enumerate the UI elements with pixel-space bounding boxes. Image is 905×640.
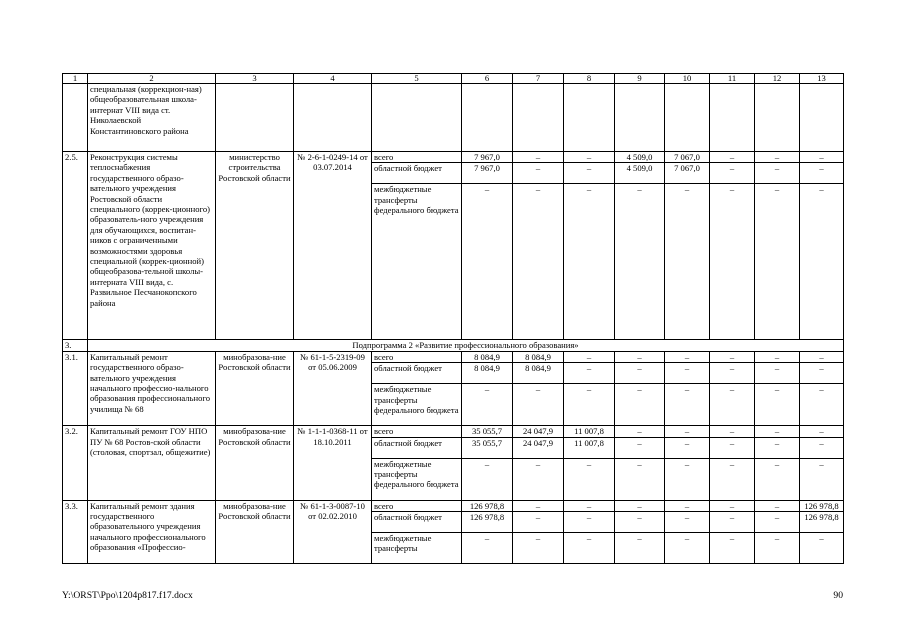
value-cell: –: [462, 384, 513, 426]
value-cell: 11 007,8: [564, 426, 615, 437]
value-cell: –: [564, 533, 615, 564]
value-cell: –: [665, 384, 710, 426]
value-cell: –: [800, 437, 844, 458]
value-cell: –: [710, 458, 755, 500]
value-cell: 4 509,0: [615, 163, 665, 184]
item-document: № 61-1-5-2319-09 от 05.06.2009: [294, 351, 372, 425]
value-cell: –: [564, 384, 615, 426]
value-cell: –: [710, 384, 755, 426]
value-cell: –: [710, 184, 755, 340]
value-cell: –: [564, 351, 615, 362]
value-cell: –: [615, 500, 665, 511]
value-cell: –: [513, 184, 564, 340]
value-cell: –: [710, 163, 755, 184]
funding-source: областной бюджет: [372, 512, 462, 533]
value-cell: –: [513, 512, 564, 533]
value-cell: –: [564, 152, 615, 163]
value-cell: –: [665, 363, 710, 384]
value-cell: –: [615, 512, 665, 533]
value-cell: –: [710, 437, 755, 458]
value-cell: –: [462, 458, 513, 500]
item-number: 3.1.: [63, 351, 88, 425]
section-number: 3.: [63, 340, 88, 351]
value-cell: 8 084,9: [513, 363, 564, 384]
value-cell: –: [800, 152, 844, 163]
cell-name: специальная (коррекцион-ная) общеобразовательная школа-интернат VIII вида ст. Николаевской Константиновского района: [88, 84, 216, 152]
item-organization: министерство строительства Ростовской области: [216, 152, 294, 340]
value-cell: –: [755, 184, 800, 340]
value-cell: –: [665, 500, 710, 511]
value-cell: –: [665, 533, 710, 564]
value-cell: –: [513, 152, 564, 163]
value-cell: –: [755, 363, 800, 384]
cell-doc: [294, 84, 372, 152]
value-cell: –: [800, 363, 844, 384]
value-cell: 7 067,0: [665, 163, 710, 184]
value-cell: –: [665, 458, 710, 500]
item-number: 3.3.: [63, 500, 88, 563]
value-cell: –: [564, 458, 615, 500]
funding-source: всего: [372, 152, 462, 163]
col-header: 9: [615, 74, 665, 84]
value-cell: –: [615, 458, 665, 500]
value-cell: –: [615, 184, 665, 340]
value-cell: 7 067,0: [665, 152, 710, 163]
value-cell: –: [615, 351, 665, 362]
cell-org: [216, 84, 294, 152]
value-cell: –: [755, 437, 800, 458]
value-cell: –: [513, 458, 564, 500]
funding-source: областной бюджет: [372, 437, 462, 458]
funding-source: всего: [372, 351, 462, 362]
value-cell: 35 055,7: [462, 437, 513, 458]
cell-source: [372, 84, 462, 152]
value-cell: –: [800, 458, 844, 500]
value-cell: –: [513, 163, 564, 184]
value-cell: –: [800, 351, 844, 362]
value-cell: –: [800, 184, 844, 340]
value-cell: –: [513, 384, 564, 426]
value-cell: –: [615, 384, 665, 426]
funding-source: всего: [372, 500, 462, 511]
table-row: [63, 426, 844, 437]
value-cell: –: [564, 184, 615, 340]
funding-source: межбюджетные трансферты: [372, 533, 462, 564]
value-cell: –: [755, 500, 800, 511]
section-row: [63, 340, 844, 351]
funding-source: областной бюджет: [372, 363, 462, 384]
item-organization: минобразова-ние Ростовской области: [216, 351, 294, 425]
value-cell: 126 978,8: [462, 500, 513, 511]
value-cell: 7 967,0: [462, 163, 513, 184]
col-header: 11: [710, 74, 755, 84]
item-document: № 1-1-1-0368-11 от 18.10.2011: [294, 426, 372, 500]
value-cell: –: [755, 351, 800, 362]
col-header: 2: [88, 74, 216, 84]
value-cell: –: [800, 533, 844, 564]
item-document: № 2-6-1-0249-14 от 03.07.2014: [294, 152, 372, 340]
col-header: 4: [294, 74, 372, 84]
value-cell: 7 967,0: [462, 152, 513, 163]
value-cell: –: [800, 426, 844, 437]
value-cell: 35 055,7: [462, 426, 513, 437]
item-name: Капитальный ремонт здания государственного образовательного учреждения начального профессионального образования «Профессио-: [88, 500, 216, 563]
value-cell: 126 978,8: [800, 512, 844, 533]
item-name: Реконструкция системы теплоснабжения государственного образо-вательного учреждения Ростовской области специального (коррек-ционного) образователь-ного учреждения для обучающихся, воспитан-ников с ограниченными возможностями здоровья специальной (коррек-ционной) общеобразова-тельной школы-интерната VIII вида, с. Развильное Песчанокопского района: [88, 152, 216, 340]
col-header: 8: [564, 74, 615, 84]
value-cell: –: [564, 500, 615, 511]
file-path: Y:\ORST\Ppo\1204p817.f17.docx: [62, 590, 193, 601]
value-cell: –: [665, 184, 710, 340]
value-cell: 11 007,8: [564, 437, 615, 458]
value-cell: –: [755, 163, 800, 184]
value-cell: –: [665, 437, 710, 458]
value-cell: –: [710, 351, 755, 362]
value-cell: –: [564, 163, 615, 184]
value-cell: 24 047,9: [513, 437, 564, 458]
item-organization: минобразова-ние Ростовской области: [216, 500, 294, 563]
value-cell: –: [755, 384, 800, 426]
section-title: Подпрограмма 2 «Развитие профессионального образования»: [88, 340, 844, 351]
value-cell: –: [755, 533, 800, 564]
value-cell: 24 047,9: [513, 426, 564, 437]
value-cell: –: [665, 426, 710, 437]
col-header: 10: [665, 74, 710, 84]
table-row: [63, 152, 844, 163]
value-cell: –: [665, 512, 710, 533]
value-cell: 4 509,0: [615, 152, 665, 163]
item-number: 3.2.: [63, 426, 88, 500]
value-cell: –: [615, 533, 665, 564]
funding-source: межбюджетные трансферты федерального бюджета: [372, 458, 462, 500]
col-header: 5: [372, 74, 462, 84]
col-header: 12: [755, 74, 800, 84]
value-cell: –: [710, 152, 755, 163]
item-document: № 61-1-3-0087-10 от 02.02.2010: [294, 500, 372, 563]
table-row: [63, 500, 844, 511]
col-header: 13: [800, 74, 844, 84]
value-cell: 126 978,8: [800, 500, 844, 511]
column-number-row: [63, 74, 844, 84]
budget-table-page: [62, 73, 843, 564]
funding-source: всего: [372, 426, 462, 437]
value-cell: –: [800, 163, 844, 184]
continuation-row: [63, 84, 844, 152]
value-cell: –: [564, 363, 615, 384]
value-cell: –: [710, 533, 755, 564]
value-cell: –: [710, 512, 755, 533]
value-cell: –: [513, 500, 564, 511]
table-row: [63, 351, 844, 362]
value-cell: –: [755, 426, 800, 437]
cell-num: [63, 84, 88, 152]
value-cell: –: [710, 363, 755, 384]
funding-source: межбюджетные трансферты федерального бюджета: [372, 384, 462, 426]
value-cell: –: [615, 437, 665, 458]
item-name: Капитальный ремонт ГОУ НПО ПУ № 68 Ростов-ской области (столовая, спортзал, общежитие): [88, 426, 216, 500]
value-cell: –: [564, 512, 615, 533]
value-cell: –: [800, 384, 844, 426]
value-cell: –: [462, 184, 513, 340]
value-cell: –: [615, 426, 665, 437]
value-cell: –: [755, 512, 800, 533]
value-cell: –: [710, 500, 755, 511]
item-organization: минобразова-ние Ростовской области: [216, 426, 294, 500]
value-cell: –: [615, 363, 665, 384]
value-cell: 8 084,9: [462, 363, 513, 384]
value-cell: –: [462, 533, 513, 564]
value-cell: –: [755, 152, 800, 163]
funding-source: областной бюджет: [372, 163, 462, 184]
page-number: 90: [833, 590, 843, 601]
col-header: 6: [462, 74, 513, 84]
budget-table: [62, 73, 844, 564]
col-header: 1: [63, 74, 88, 84]
value-cell: –: [665, 351, 710, 362]
value-cell: –: [755, 458, 800, 500]
funding-source: межбюджетные трансферты федерального бюджета: [372, 184, 462, 340]
item-name: Капитальный ремонт государственного образо-вательного учреждения начального профессио-нального образования профессионального училища № 68: [88, 351, 216, 425]
col-header: 7: [513, 74, 564, 84]
value-cell: –: [513, 533, 564, 564]
value-cell: 8 084,9: [462, 351, 513, 362]
value-cell: 126 978,8: [462, 512, 513, 533]
value-cell: 8 084,9: [513, 351, 564, 362]
col-header: 3: [216, 74, 294, 84]
item-number: 2.5.: [63, 152, 88, 340]
value-cell: –: [710, 426, 755, 437]
